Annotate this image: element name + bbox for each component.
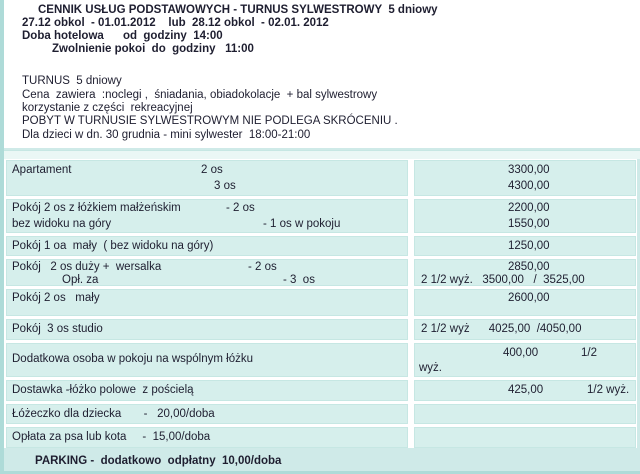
table-row xyxy=(0,319,640,340)
occupancy-2: - 3 os xyxy=(283,274,315,286)
room-cell xyxy=(6,289,408,316)
page-title: CENNIK USŁUG PODSTAWOWYCH - TURNUS SYLWESTROWY 5 dniowy xyxy=(38,4,438,16)
price-cell xyxy=(414,259,636,286)
date-range: 27.12 obkol - 01.01.2012 lub 28.12 obkol - 02.01. 2012 xyxy=(22,17,329,29)
room-label: Dodatkowa osoba w pokoju na wspólnym łóżku xyxy=(12,353,253,365)
table-row xyxy=(0,289,640,316)
price-cell xyxy=(414,199,636,233)
price-cell xyxy=(414,427,636,448)
table-row xyxy=(0,160,640,196)
price-1: 2 1/2 wyż 4025,00 /4050,00 xyxy=(421,323,582,335)
room-label: Pokój 2 os mały xyxy=(12,292,100,304)
check-in-time: Doba hotelowa od godziny 14:00 xyxy=(22,30,223,42)
price-1: 400,00 xyxy=(503,347,539,359)
left-edge-strip xyxy=(0,0,4,474)
room-label: Pokój 1 oa mały ( bez widoku na góry) xyxy=(12,240,214,252)
table-row xyxy=(0,236,640,256)
check-out-time: Zwolnienie pokoi do godziny 11:00 xyxy=(52,43,254,55)
room-cell xyxy=(6,404,408,424)
price-1: 3300,00 xyxy=(508,164,550,176)
table-top-strip xyxy=(4,150,640,159)
room-cell xyxy=(6,427,408,448)
room-label: Łóżeczko dla dziecka - 20,00/doba xyxy=(12,408,215,420)
price-cell xyxy=(414,289,636,316)
price-cell xyxy=(414,319,636,340)
intro-line-2: Cena zawiera :noclegi , śniadania, obiadokolacje + bal sylwestrowy xyxy=(22,89,378,101)
table-row xyxy=(0,427,640,448)
occupancy-1: - 2 os xyxy=(248,261,277,273)
price-2: wyż. xyxy=(419,362,442,374)
price-cell xyxy=(414,343,636,377)
room-cell xyxy=(6,380,408,401)
price-fraction: 1/2 wyż. xyxy=(587,384,630,396)
price-cell xyxy=(414,160,636,196)
room-cell xyxy=(6,343,408,377)
intro-line-4: POBYT W TURNUSIE SYLWESTROWYM NIE PODLEGA SKRÓCENIU . xyxy=(22,115,398,127)
price-2: 1550,00 xyxy=(508,218,550,230)
room-label-2: Opł. za xyxy=(62,274,99,286)
price-fraction: 1/2 xyxy=(581,347,597,359)
room-cell xyxy=(6,319,408,340)
room-cell xyxy=(6,199,408,233)
room-label: Opłata za psa lub kota - 15,00/doba xyxy=(12,431,211,443)
table-row xyxy=(0,380,640,401)
price-1: 425,00 xyxy=(508,384,544,396)
room-cell xyxy=(6,236,408,256)
price-2: 2 1/2 wyż. 3500,00 / 3525,00 xyxy=(421,274,585,286)
price-1: 2200,00 xyxy=(508,202,550,214)
intro-line-3: korzystanie z części rekreacyjnej xyxy=(22,102,193,114)
price-2: 4300,00 xyxy=(508,180,550,192)
price-1: 2850,00 xyxy=(508,261,550,273)
parking-note: PARKING - dodatkowo odpłatny 10,00/doba xyxy=(35,455,282,467)
room-label: Pokój 3 os studio xyxy=(12,323,103,335)
occupancy-1: - 2 os xyxy=(226,202,255,214)
price-cell xyxy=(414,380,636,401)
table-row xyxy=(0,343,640,377)
room-label-2: bez widoku na góry xyxy=(12,218,112,230)
room-cell xyxy=(6,259,408,286)
price-cell xyxy=(414,236,636,256)
table-row xyxy=(0,199,640,233)
table-row xyxy=(0,404,640,424)
room-label: Dostawka -łóżko polowe z pościelą xyxy=(12,384,194,396)
occupancy-1: 2 os xyxy=(201,164,223,176)
room-cell xyxy=(6,160,408,196)
price-1: 2600,00 xyxy=(508,292,550,304)
price-cell xyxy=(414,404,636,424)
room-label: Pokój 2 os duży + wersalka xyxy=(12,261,162,273)
price-1: 1250,00 xyxy=(508,240,550,252)
room-label: Apartament xyxy=(12,164,72,176)
table-row xyxy=(0,259,640,286)
room-label: Pokój 2 os z łóżkiem małżeńskim xyxy=(12,202,181,214)
occupancy-2: - 1 os w pokoju xyxy=(263,218,341,230)
intro-line-5: Dla dzieci w dn. 30 grudnia - mini sylwester 18:00-21:00 xyxy=(22,129,311,141)
occupancy-2: 3 os xyxy=(214,180,236,192)
intro-line-1: TURNUS 5 dniowy xyxy=(22,75,122,87)
